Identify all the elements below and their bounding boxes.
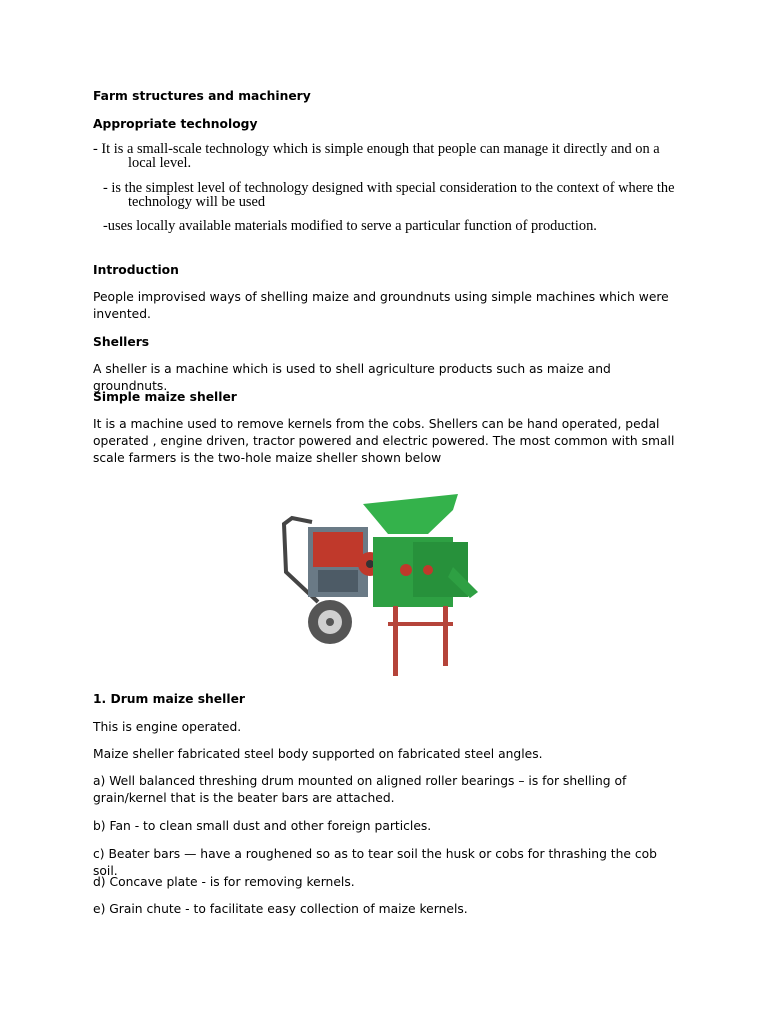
- simple-maize-sheller-text: It is a machine used to remove kernels from the cobs. Shellers can be hand operated, pedal operated , engine driven, tractor powered and electric powered. The most common with small scale farmers is the two-hole maize sheller shown below: [93, 417, 675, 465]
- item-b-fan: b) Fan - to clean small dust and other foreign particles.: [93, 819, 432, 833]
- shellers-heading: Shellers: [93, 335, 150, 349]
- drum-maize-sheller-heading: 1. Drum maize sheller: [93, 692, 245, 706]
- bullet-simplest-level: [103, 181, 703, 209]
- bullet-simplest-level-line1: - is the simplest level of technology designed with special consideration to the context of where the: [103, 180, 675, 196]
- item-d-concave-plate: d) Concave plate - is for removing kernels.: [93, 875, 355, 889]
- drum-engine-operated-text: This is engine operated.: [93, 720, 242, 734]
- shellers-text: A sheller is a machine which is used to shell agriculture products such as maize and groundnuts.: [93, 362, 611, 393]
- document-title: Farm structures and machinery: [93, 89, 311, 103]
- introduction-text: People improvised ways of shelling maize and groundnuts using simple machines which were invented.: [93, 290, 669, 321]
- bullet-simplest-level-line2: technology will be used: [128, 194, 266, 210]
- item-c-beater-bars: c) Beater bars — have a roughened so as to tear soil the husk or cobs for thrashing the cob soil.: [93, 847, 657, 878]
- drum-steel-body-text: Maize sheller fabricated steel body supported on fabricated steel angles.: [93, 747, 543, 761]
- simple-maize-sheller-heading: Simple maize sheller: [93, 390, 237, 404]
- bullet-small-scale-line1: - It is a small-scale technology which is simple enough that people can manage it directly and on a: [93, 141, 660, 157]
- introduction-heading: Introduction: [93, 263, 179, 277]
- maize-sheller-illustration: [278, 482, 488, 682]
- appropriate-technology-heading: Appropriate technology: [93, 117, 258, 131]
- bullet-local-materials: -uses locally available materials modified to serve a particular function of production.: [103, 218, 597, 234]
- item-e-grain-chute: e) Grain chute - to facilitate easy collection of maize kernels.: [93, 902, 468, 916]
- bullet-small-scale-line2: local level.: [128, 155, 192, 171]
- item-a-threshing-drum: a) Well balanced threshing drum mounted on aligned roller bearings – is for shelling of grain/kernel that is the beater bars are attached.: [93, 774, 627, 805]
- maize-sheller-image: [278, 482, 488, 682]
- bullet-small-scale: [93, 142, 693, 170]
